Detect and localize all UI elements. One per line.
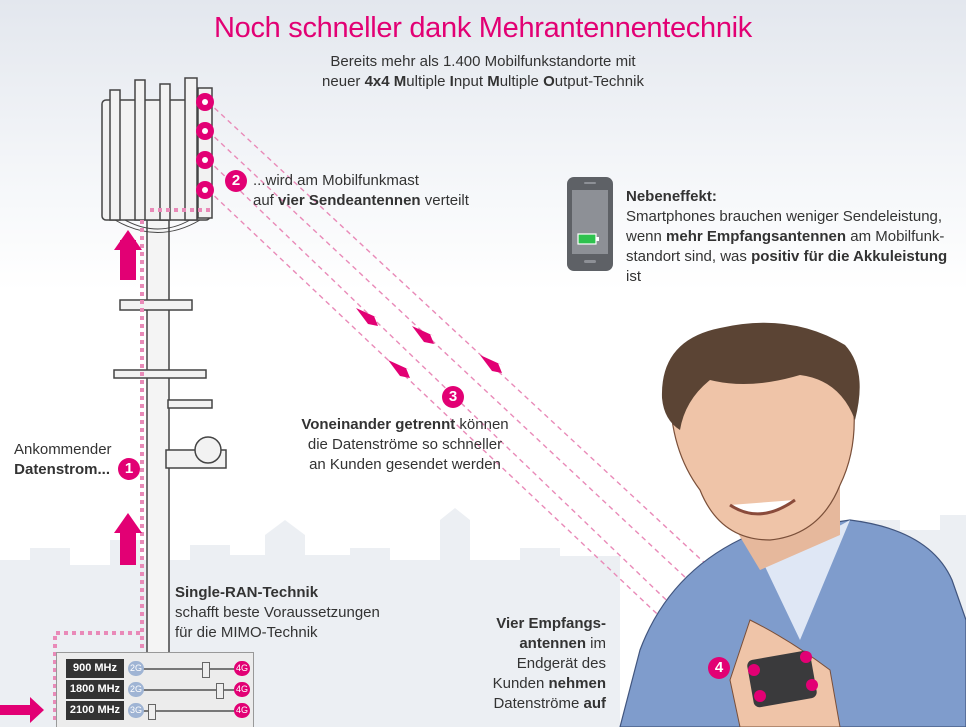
subtitle-text: ultiple xyxy=(406,73,450,90)
page-title: Noch schneller dank Mehrantennentechnik xyxy=(213,12,753,44)
step-4-line xyxy=(470,674,606,694)
step-4-line xyxy=(470,694,606,714)
step-4-text-part: im xyxy=(586,635,606,652)
subtitle-bold: M xyxy=(487,73,500,90)
subtitle-bold: 4x4 M xyxy=(364,73,407,90)
band-label: 1800 MHz xyxy=(66,680,124,699)
step-3-line: die Datenströme so schneller xyxy=(307,436,503,453)
step-2-line xyxy=(253,191,469,211)
side-effect-line xyxy=(626,247,966,287)
side-effect-bold: mehr Empfangsantennen xyxy=(666,228,847,245)
step-4-bold: nehmen xyxy=(548,675,606,692)
band-row xyxy=(66,659,246,679)
band-chip-from: 2G xyxy=(128,682,144,697)
step-4-text-part: Kunden xyxy=(492,675,549,692)
side-effect-text-part: standort sind, was xyxy=(626,248,752,265)
band-row xyxy=(66,701,246,721)
step-2-bold: vier Sendeantennen xyxy=(278,192,421,209)
step-4-bold: auf xyxy=(583,695,606,712)
person-with-smartphone-illustration xyxy=(600,320,966,727)
subtitle-text: ultiple xyxy=(499,73,544,90)
step-3-line xyxy=(290,415,520,435)
side-effect-text-part: wenn xyxy=(626,228,667,245)
step-3-badge: 3 xyxy=(442,386,464,408)
step-4-line xyxy=(470,634,606,654)
step-2-text xyxy=(253,171,469,211)
step-1-bold: Datenstrom... xyxy=(14,461,110,478)
step-3-text-part: können xyxy=(455,416,509,433)
band-slider-knob xyxy=(148,704,156,720)
band-chip-to: 4G xyxy=(234,703,250,718)
step-4-bold: antennen xyxy=(519,635,586,652)
band-row xyxy=(66,680,246,700)
step-2-text-part: verteilt xyxy=(420,192,469,209)
single-ran-line: für die MIMO-Technik xyxy=(175,624,318,641)
band-chip-from: 2G xyxy=(128,661,144,676)
side-effect-line: Smartphones brauchen weniger Sendeleistung, xyxy=(626,208,943,225)
side-effect-text-part: am Mobilfunk- xyxy=(846,228,945,245)
single-ran-heading: Single-RAN-Technik xyxy=(175,584,319,601)
step-2-text-part: auf xyxy=(253,192,279,209)
step-4-text-part: Datenströme xyxy=(493,695,584,712)
step-2-badge: 2 xyxy=(225,170,247,192)
step-1-badge: 1 xyxy=(118,458,140,480)
step-2-line: ...wird am Mobilfunkmast xyxy=(253,172,419,189)
side-effect-text xyxy=(626,187,966,287)
step-4-text xyxy=(470,614,606,714)
subtitle-bold: I xyxy=(449,73,454,90)
step-1-line: Ankommender xyxy=(14,441,112,458)
subtitle-text: neuer xyxy=(322,73,365,90)
band-label: 900 MHz xyxy=(66,659,124,678)
band-chip-from: 3G xyxy=(128,703,144,718)
step-4-line: Endgerät des xyxy=(516,655,606,672)
radio-mast xyxy=(90,70,260,670)
step-3-line: an Kunden gesendet werden xyxy=(309,456,501,473)
step-1-text xyxy=(14,440,110,480)
band-track xyxy=(136,668,236,670)
single-ran-text xyxy=(175,583,380,643)
side-effect-bold: positiv für die Akkuleistung xyxy=(751,248,948,265)
step-4-bold: Vier Empfangs- xyxy=(496,615,606,632)
subtitle-line xyxy=(0,72,966,92)
band-label: 2100 MHz xyxy=(66,701,124,720)
single-ran-line: schafft beste Voraussetzungen xyxy=(175,604,380,621)
band-slider-knob xyxy=(216,683,224,699)
smartphone-battery-icon xyxy=(566,176,614,272)
page-subtitle xyxy=(0,52,966,92)
step-3-text xyxy=(290,415,520,475)
step-4-badge: 4 xyxy=(708,657,730,679)
side-effect-heading: Nebeneffekt: xyxy=(626,188,717,205)
subtitle-text: nput xyxy=(453,73,488,90)
subtitle-line: Bereits mehr als 1.400 Mobilfunkstandorte mit xyxy=(330,53,636,70)
side-effect-text-part: ist xyxy=(626,268,641,285)
subtitle-bold: O xyxy=(543,73,555,90)
step-3-bold: Voneinander getrennt xyxy=(301,416,456,433)
side-effect-line xyxy=(626,227,966,247)
band-slider-knob xyxy=(202,662,210,678)
subtitle-text: utput-Technik xyxy=(554,73,644,90)
band-chip-to: 4G xyxy=(234,661,250,676)
band-chip-to: 4G xyxy=(234,682,250,697)
